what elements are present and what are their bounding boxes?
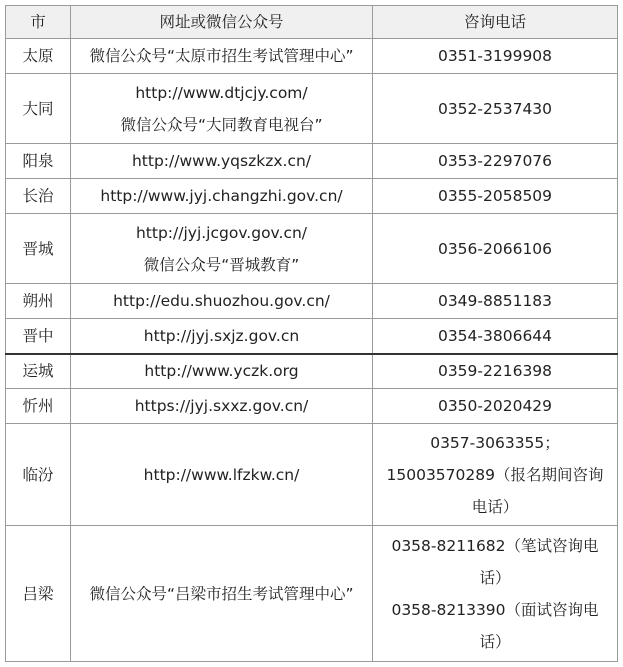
city-cell: 运城 bbox=[6, 354, 71, 389]
site-line: 微信公众号“晋城教育” bbox=[143, 255, 300, 274]
phone-line: 电话） bbox=[471, 497, 519, 516]
phone-line: 0358-8211682（笔试咨询电 bbox=[391, 536, 599, 555]
table-header-row bbox=[6, 6, 618, 39]
site-cell bbox=[71, 179, 373, 214]
phone-line: 0352-2537430 bbox=[437, 99, 553, 118]
site-line: http://jyj.sxjz.gov.cn bbox=[143, 326, 300, 345]
site-cell bbox=[71, 74, 373, 144]
city-cell: 大同 bbox=[6, 74, 71, 144]
phone-cell bbox=[373, 214, 618, 284]
table-row bbox=[6, 74, 618, 144]
table-row bbox=[6, 526, 618, 662]
phone-cell bbox=[373, 179, 618, 214]
site-cell bbox=[71, 214, 373, 284]
site-cell bbox=[71, 319, 373, 354]
table-row bbox=[6, 179, 618, 214]
phone-cell bbox=[373, 144, 618, 179]
city-cell: 临汾 bbox=[6, 424, 71, 526]
site-line: http://jyj.jcgov.gov.cn/ bbox=[135, 223, 308, 242]
phone-line: 话） bbox=[479, 632, 511, 651]
phone-cell bbox=[373, 319, 618, 354]
table-row bbox=[6, 424, 618, 526]
site-line: http://www.lfzkw.cn/ bbox=[143, 465, 300, 484]
site-cell bbox=[71, 39, 373, 74]
header-phone: 咨询电话 bbox=[373, 6, 618, 39]
site-cell bbox=[71, 526, 373, 662]
city-cell: 晋城 bbox=[6, 214, 71, 284]
table-row bbox=[6, 214, 618, 284]
site-line: 微信公众号“大同教育电视台” bbox=[120, 115, 323, 134]
table-row bbox=[6, 39, 618, 74]
table-row bbox=[6, 389, 618, 424]
site-line: https://jyj.sxxz.gov.cn/ bbox=[134, 397, 309, 415]
phone-line: 0350-2020429 bbox=[437, 397, 553, 415]
table-row bbox=[6, 284, 618, 319]
site-line: 微信公众号“吕梁市招生考试管理中心” bbox=[89, 584, 354, 603]
phone-cell bbox=[373, 284, 618, 319]
header-site: 网址或微信公众号 bbox=[71, 6, 373, 39]
site-cell bbox=[71, 424, 373, 526]
site-cell bbox=[71, 354, 373, 389]
phone-line: 0358-8213390（面试咨询电 bbox=[391, 600, 599, 619]
table-row bbox=[6, 319, 618, 354]
phone-line: 0356-2066106 bbox=[437, 239, 553, 258]
site-cell bbox=[71, 144, 373, 179]
phone-line: 0353-2297076 bbox=[437, 152, 553, 170]
site-cell bbox=[71, 389, 373, 424]
city-cell: 太原 bbox=[6, 39, 71, 74]
site-line: http://edu.shuozhou.gov.cn/ bbox=[113, 292, 330, 310]
phone-line: 0354-3806644 bbox=[437, 326, 553, 345]
site-line: http://www.dtjcjy.com/ bbox=[135, 83, 308, 102]
phone-line: 0351-3199908 bbox=[437, 47, 553, 65]
header-city: 市 bbox=[6, 6, 71, 39]
city-cell: 阳泉 bbox=[6, 144, 71, 179]
table-row bbox=[6, 354, 618, 389]
phone-cell bbox=[373, 526, 618, 662]
site-line: http://www.yczk.org bbox=[144, 362, 299, 381]
table-row bbox=[6, 144, 618, 179]
phone-line: 0357-3063355； bbox=[430, 433, 560, 452]
city-cell: 朔州 bbox=[6, 284, 71, 319]
city-cell: 吕梁 bbox=[6, 526, 71, 662]
city-cell: 晋中 bbox=[6, 319, 71, 354]
phone-cell bbox=[373, 389, 618, 424]
phone-line: 话） bbox=[479, 568, 511, 587]
site-line: 微信公众号“太原市招生考试管理中心” bbox=[89, 47, 354, 65]
phone-cell bbox=[373, 74, 618, 144]
city-cell: 长治 bbox=[6, 179, 71, 214]
site-cell bbox=[71, 284, 373, 319]
phone-line: 0349-8851183 bbox=[437, 292, 553, 310]
contact-table bbox=[5, 5, 618, 662]
site-line: http://www.yqszkzx.cn/ bbox=[131, 152, 312, 170]
phone-cell bbox=[373, 39, 618, 74]
site-line: http://www.jyj.changzhi.gov.cn/ bbox=[100, 187, 343, 205]
phone-line: 15003570289（报名期间咨询 bbox=[386, 465, 604, 484]
phone-line: 0355-2058509 bbox=[437, 187, 553, 205]
phone-cell bbox=[373, 354, 618, 389]
city-cell: 忻州 bbox=[6, 389, 71, 424]
phone-cell bbox=[373, 424, 618, 526]
phone-line: 0359-2216398 bbox=[437, 362, 553, 381]
